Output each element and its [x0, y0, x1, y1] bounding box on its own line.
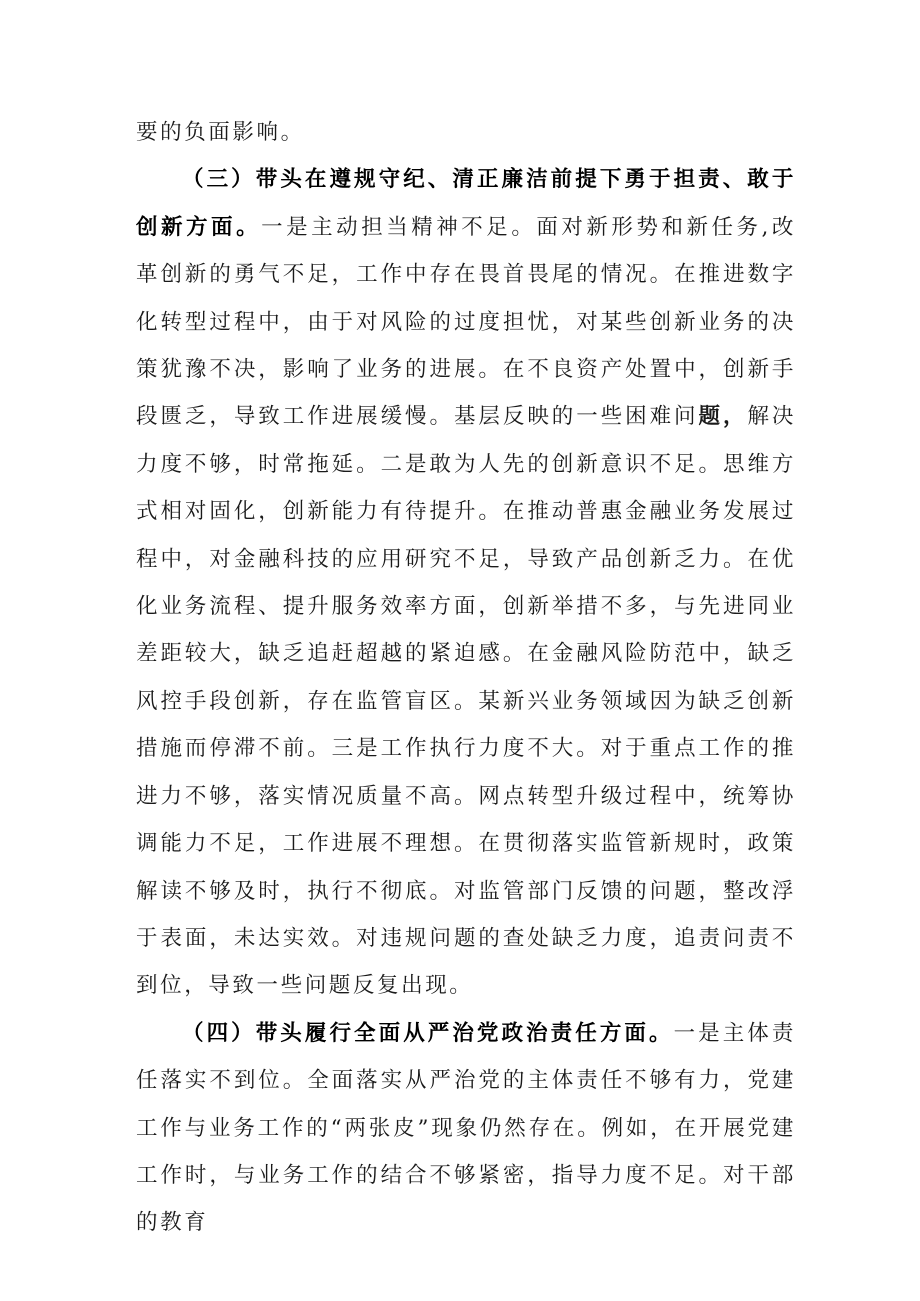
paragraph-text: 解决力度不够，时常拖延。二是敢为人先的创新意识不足。思维方式相对固化，创新能力有待提升。在推动普惠金融业务发展过程中，对金融科技的应用研究不足，导致产品创新乏力。在优化业务流程、提升服务效率方面，创新举措不多，与先进同业差距较大，缺乏追赶超越的紧迫感。在金融风险防范中，缺乏风控手段创新，存在监管盲区。某新兴业务领域因为缺乏创新措施而停滞不前。三是工作执行力度不大。对于重点工作的推进力不够，落实情况质量不高。网点转型升级过程中，统筹协调能力不足，工作进展不理想。在贯彻落实监管新规时，政策解读不够及时，执行不彻底。对监管部门反馈的问题，整改浮于表面，未达实效。对违规问题的查处缺乏力度，追责问责不到位，导致一些问题反复出现。: [136, 404, 796, 999]
bold-fragment: 题，: [698, 404, 748, 430]
section-heading-four: （四）带头履行全面从严治党政治责任方面。: [182, 1020, 674, 1046]
document-body: [136, 109, 796, 1247]
paragraph-section-three: [136, 156, 796, 1009]
paragraph-continuation: [136, 109, 796, 156]
paragraph-text: 一是主体责任落实不到位。全面落实从严治党的主体责任不够有力，党建工作与业务工作的“两张皮”现象仍然存在。例如，在开展党建工作时，与业务工作的结合不够紧密，指导力度不足。对干部的教育: [136, 1020, 796, 1236]
section-heading-three: （三）带头在遵规守纪、清正廉洁前提下勇于担责、敢于创新方面。: [136, 167, 796, 240]
paragraph-text: 一是主动担当精神不足。面对新形势和新任务,改革创新的勇气不足，工作中存在畏首畏尾的情况。在推进数字化转型过程中，由于对风险的过度担忧，对某些创新业务的决策犹豫不决，影响了业务的进展。在不良资产处置中，创新手段匮乏，导致工作进展缓慢。基层反映的一些困难问: [136, 214, 796, 430]
paragraph-section-four: [136, 1010, 796, 1247]
paragraph-text: 要的负面影响。: [136, 120, 305, 145]
